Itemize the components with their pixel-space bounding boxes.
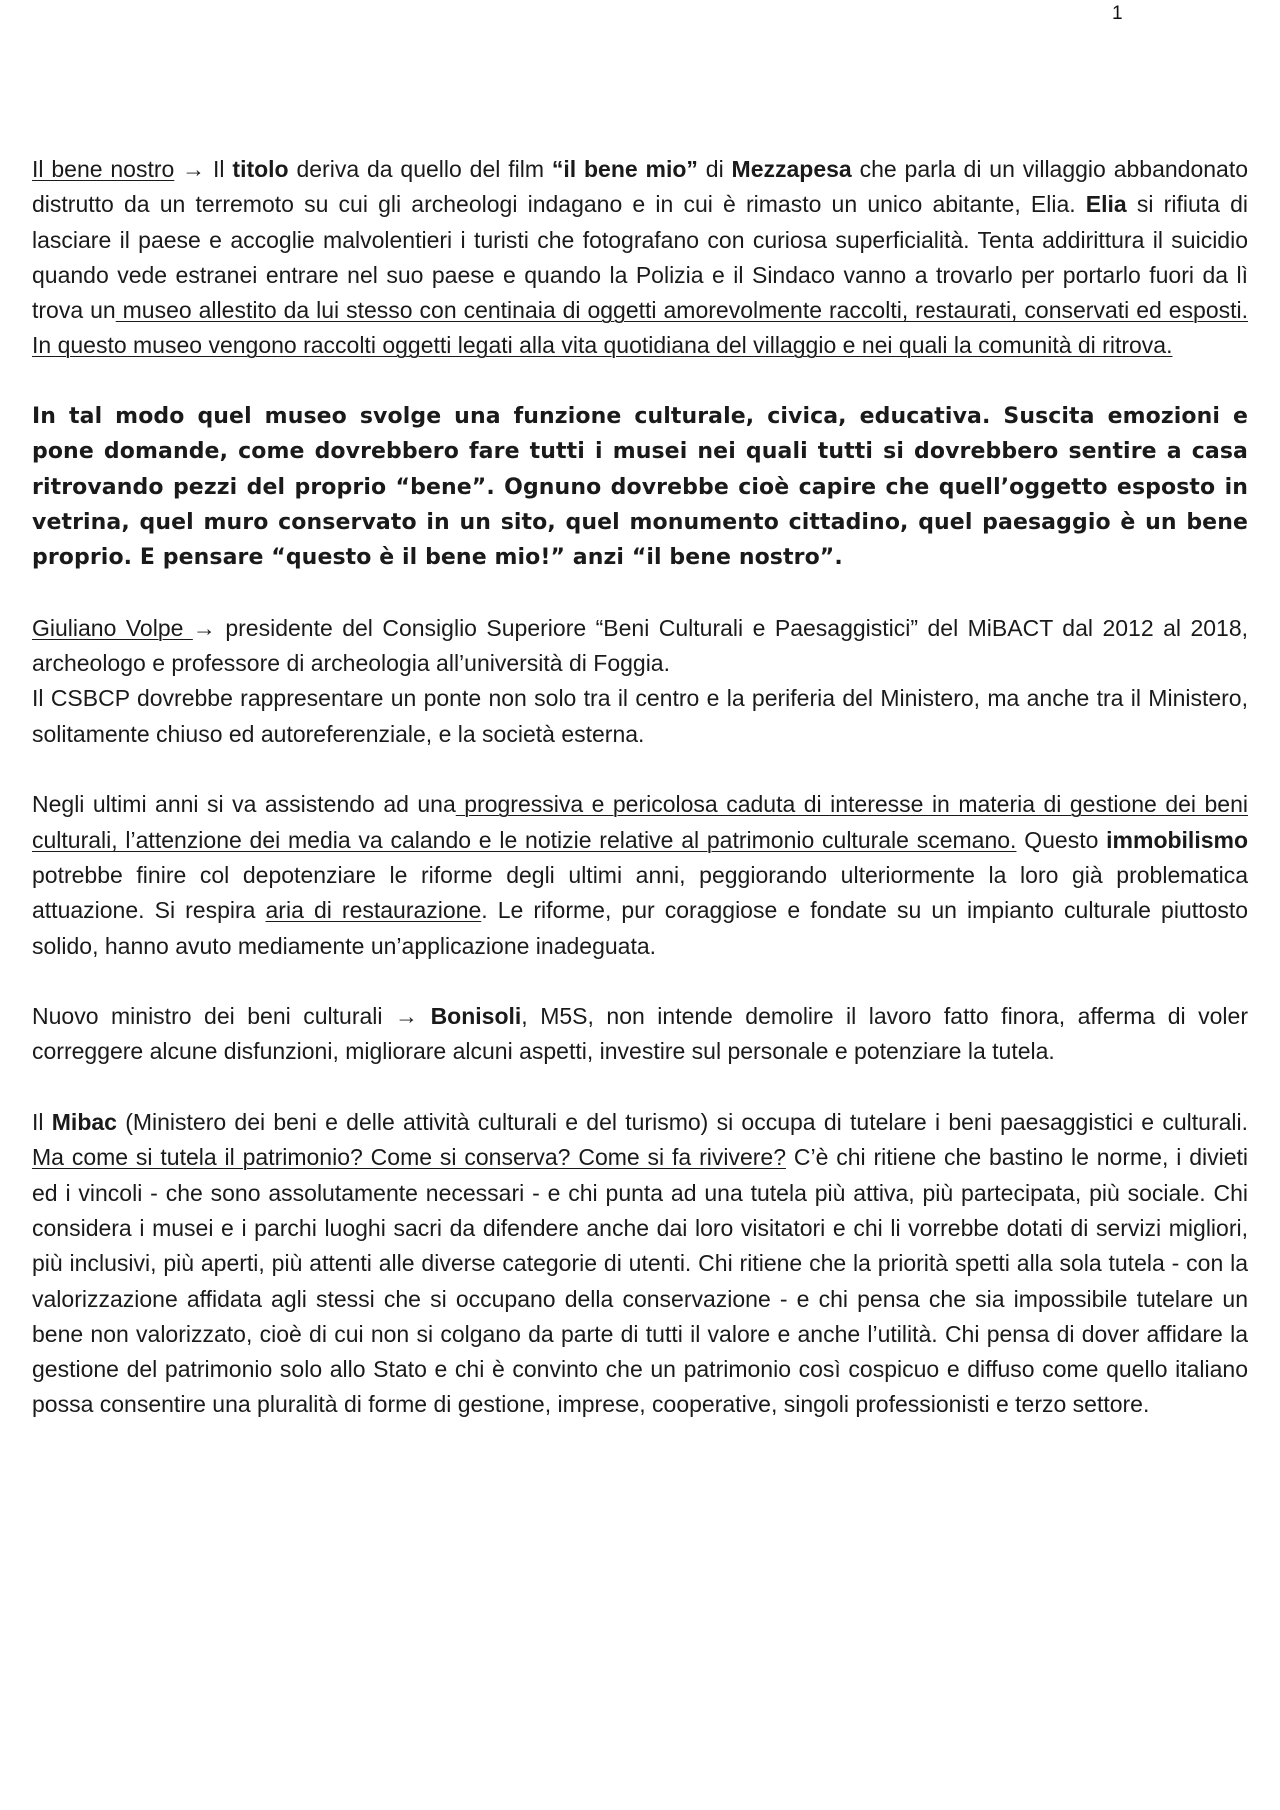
text-run: Il CSBCP dovrebbe rappresentare un ponte non solo tra il centro e la periferia del Ministero, ma anche tra il Ministero, solitamente chiuso ed autoreferenziale, e la società esterna.: [32, 685, 1248, 747]
bold-mibac: Mibac: [51, 1109, 117, 1136]
text-run: → Il: [174, 156, 233, 182]
paragraph-giuliano-volpe: [32, 611, 1248, 752]
term-il-bene-nostro: Il bene nostro: [32, 156, 175, 182]
bold-bonisoli: Bonisoli: [430, 1003, 522, 1030]
text-run: → presidente del Consiglio Superiore “Beni Culturali e Paesaggistici” del MiBACT dal 2012 al 2018, archeologo e professore di archeologia all’università di Foggia.: [32, 614, 1248, 677]
text-run: (Ministero dei beni e delle attività culturali e del turismo) si occupa di tutelare i beni paesaggistici e culturali.: [116, 1109, 1248, 1136]
text-run: che parla di un villaggio abbandonato distrutto da un terremoto su cui gli archeologi indagano e in cui è rimasto un unico abitante, Elia.: [32, 156, 1248, 218]
paragraph-mibac: [32, 1105, 1248, 1423]
text-run: Negli ultimi anni si va assistendo ad una: [32, 791, 456, 818]
paragraph-negli-ultimi-anni: [32, 787, 1248, 963]
text-run: Il: [32, 1109, 52, 1136]
text-run: si rifiuta di lasciare il paese e accoglie malvolentieri i turisti che fotografano con curiosa superficialità. Tenta addirittura il suicidio quando vede estranei entrare nel suo paese e quando la Polizia e il Sindaco vanno a trovarlo per portarlo fuori da lì trova un: [32, 191, 1248, 324]
page-number: 1: [1112, 3, 1123, 24]
text-run: Nuovo ministro dei beni culturali →: [32, 1003, 431, 1030]
paragraph-nuovo-ministro: [32, 999, 1248, 1070]
paragraph-museo-funzione: In tal modo quel museo svolge una funzione culturale, civica, educativa. Suscita emozioni e pone domande, come dovrebbero fare tutti i musei nei quali tutti si dovrebbero sentire a casa ritrovando pezzi del proprio “bene”. Ognuno dovrebbe cioè capire che quell’oggetto esposto in vetrina, quel muro conservato in un sito, quel monumento cittadino, quel paesaggio è un bene proprio. E pensare “questo è il bene mio!” anzi “il bene nostro”.: [32, 404, 1248, 571]
bold-titolo: titolo: [232, 156, 289, 182]
text-run: di: [697, 156, 732, 182]
underlined-caduta-interesse: progressiva e pericolosa caduta di interesse in materia di gestione dei beni culturali, l’attenzione dei media va calando e le notizie relative al patrimonio culturale scemano.: [32, 791, 1248, 853]
bold-elia: Elia: [1085, 191, 1127, 218]
underlined-museo: museo allestito da lui stesso con centinaia di oggetti amorevolmente raccolti, restaurati, conservati ed esposti. In questo museo vengono raccolti oggetti legati alla vita quotidiana del villaggio e nei quali la comunità di ritrova.: [32, 297, 1248, 359]
text-run: , M5S, non intende demolire il lavoro fatto finora, afferma di voler correggere alcune disfunzioni, migliorare alcuni aspetti, investire sul personale e potenziare la tutela.: [32, 1003, 1248, 1065]
text-run: . Le riforme, pur coraggiose e fondate su un impianto culturale piuttosto solido, hanno avuto mediamente un’applicazione inadeguata.: [32, 897, 1248, 959]
text-run: potrebbe finire col depotenziare le riforme degli ultimi anni, peggiorando ulteriormente la loro già problematica attuazione. Si respira: [32, 861, 1248, 924]
term-giuliano-volpe: Giuliano Volpe: [32, 614, 193, 641]
text-run: C’è chi ritiene che bastino le norme, i divieti ed i vincoli - che sono assolutamente necessari - e chi punta ad una tutela più attiva, più partecipata, più sociale. Chi considera i musei e i parchi luoghi sacri da difendere anche dai loro visitatori e chi li vorrebbe dotati di servizi migliori, più inclusivi, più aperti, più attenti alle diverse categorie di utenti. Chi ritiene che la priorità spetti alla sola tutela - con la valorizzazione affidata agli stessi che si occupano della conservazione - e chi pensa che sia impossibile tutelare un bene non valorizzato, cioè di cui non si colgano da parte di tutti il valore e anche l’utilità. Chi pensa di dover affidare la gestione del patrimonio solo allo Stato e chi è convinto che un patrimonio così cospicuo e diffuso come quello italiano possa consentire una pluralità di forme di gestione, imprese, cooperative, singoli professionisti e terzo settore.: [32, 1144, 1248, 1418]
bold-film-title: “il bene mio”: [551, 156, 698, 182]
paragraph-il-bene-nostro: [32, 152, 1248, 364]
text-run: Questo: [1016, 826, 1107, 853]
bold-immobilismo: immobilismo: [1106, 826, 1249, 853]
underlined-questions: Ma come si tutela il patrimonio? Come si conserva? Come si fa rivivere?: [32, 1144, 786, 1171]
document-body: [32, 152, 1248, 1458]
bold-mezzapesa: Mezzapesa: [731, 156, 852, 182]
underlined-aria-restaurazione: aria di restaurazione: [265, 897, 482, 924]
text-run: deriva da quello del film: [288, 156, 552, 182]
